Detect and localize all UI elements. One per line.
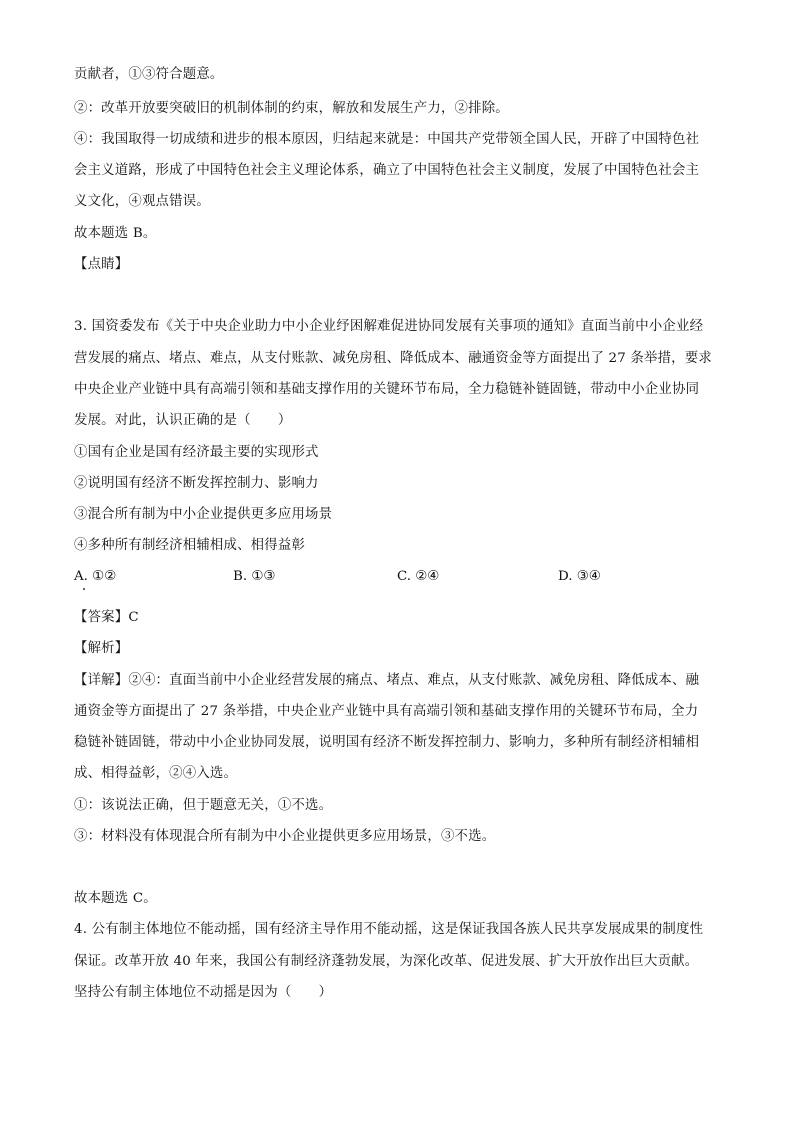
explanation-line: 【详解】②④：直面当前中小企业经营发展的痛点、堵点、难点，从支付账款、减免房租、降低成本、融 bbox=[74, 673, 700, 688]
question-stem: 中央企业产业链中具有高端引领和基础支撑作用的关键环节布局，全力稳链补链固链，带动中小企业协同 bbox=[74, 382, 700, 397]
statement-item: ②说明国有经济不断发挥控制力、影响力 bbox=[74, 476, 319, 491]
option-d: D. ③④ bbox=[558, 569, 601, 584]
question-stem: 发展。对此，认识正确的是（ ） bbox=[74, 413, 292, 428]
text-line: 义文化，④观点错误。 bbox=[74, 194, 210, 209]
text-line: ④：我国取得一切成绩和进步的根本原因，归结起来就是：中国共产党带领全国人民，开辟了中国特色社 bbox=[74, 132, 700, 147]
option-a: A. ①② bbox=[74, 569, 117, 584]
text-line: 会主义道路，形成了中国特色社会主义理论体系，确立了中国特色社会主义制度，发展了中国特色社会主 bbox=[74, 163, 700, 178]
question-stem: 4. 公有制主体地位不能动摇，国有经济主导作用不能动摇，这是保证我国各族人民共享发展成果的制度性 bbox=[74, 922, 704, 937]
question-stem: 3. 国资委发布《关于中央企业助力中小企业纾困解难促进协同发展有关事项的通知》直面当前中小企业经 bbox=[74, 319, 704, 334]
explanation-line: ③：材料没有体现混合所有制为中小企业提供更多应用场景，③不选。 bbox=[74, 829, 496, 844]
text-line: 故本题选 B。 bbox=[74, 226, 157, 241]
statement-item: ④多种所有制经济相辅相成、相得益彰 bbox=[74, 538, 306, 553]
option-b: B. ①③ bbox=[233, 569, 276, 584]
statement-item: ③混合所有制为中小企业提供更多应用场景 bbox=[74, 507, 333, 522]
statement-item: ①国有企业是国有经济最主要的实现形式 bbox=[74, 445, 319, 460]
explanation-line: 通资金等方面提出了 27 条举措，中央企业产业链中具有高端引领和基础支撑作用的关键环节布局，全力 bbox=[74, 704, 699, 719]
conclusion-line: 故本题选 C。 bbox=[74, 891, 157, 906]
text-line: ②：改革开放要突破旧的机制体制的约束，解放和发展生产力，②排除。 bbox=[74, 101, 509, 116]
question-stem: 保证。改革开放 40 年来，我国公有制经济蓬勃发展，为深化改革、促进发展、扩大开放作出巨大贡献。 bbox=[74, 954, 699, 969]
question-stem: 营发展的痛点、堵点、难点，从支付账款、减免房租、降低成本、融通资金等方面提出了 27 条举措，要求 bbox=[74, 351, 712, 366]
explanation-line: 稳链补链固链，带动中小企业协同发展，说明国有经济不断发挥控制力、影响力，多种所有制经济相辅相 bbox=[74, 735, 700, 750]
section-heading: 【解析】 bbox=[74, 641, 129, 656]
section-heading: 【点睛】 bbox=[74, 257, 129, 272]
explanation-line: ①：该说法正确，但于题意无关，①不选。 bbox=[74, 798, 333, 813]
explanation-line: 成、相得益彰，②④入选。 bbox=[74, 766, 238, 781]
text-line: 贡献者，①③符合题意。 bbox=[74, 67, 224, 82]
question-stem: 坚持公有制主体地位不动摇是因为（ ） bbox=[74, 985, 333, 1000]
answer-line: 【答案】C bbox=[74, 610, 139, 625]
stray-mark bbox=[83, 588, 85, 590]
option-c: C. ②④ bbox=[397, 569, 440, 584]
